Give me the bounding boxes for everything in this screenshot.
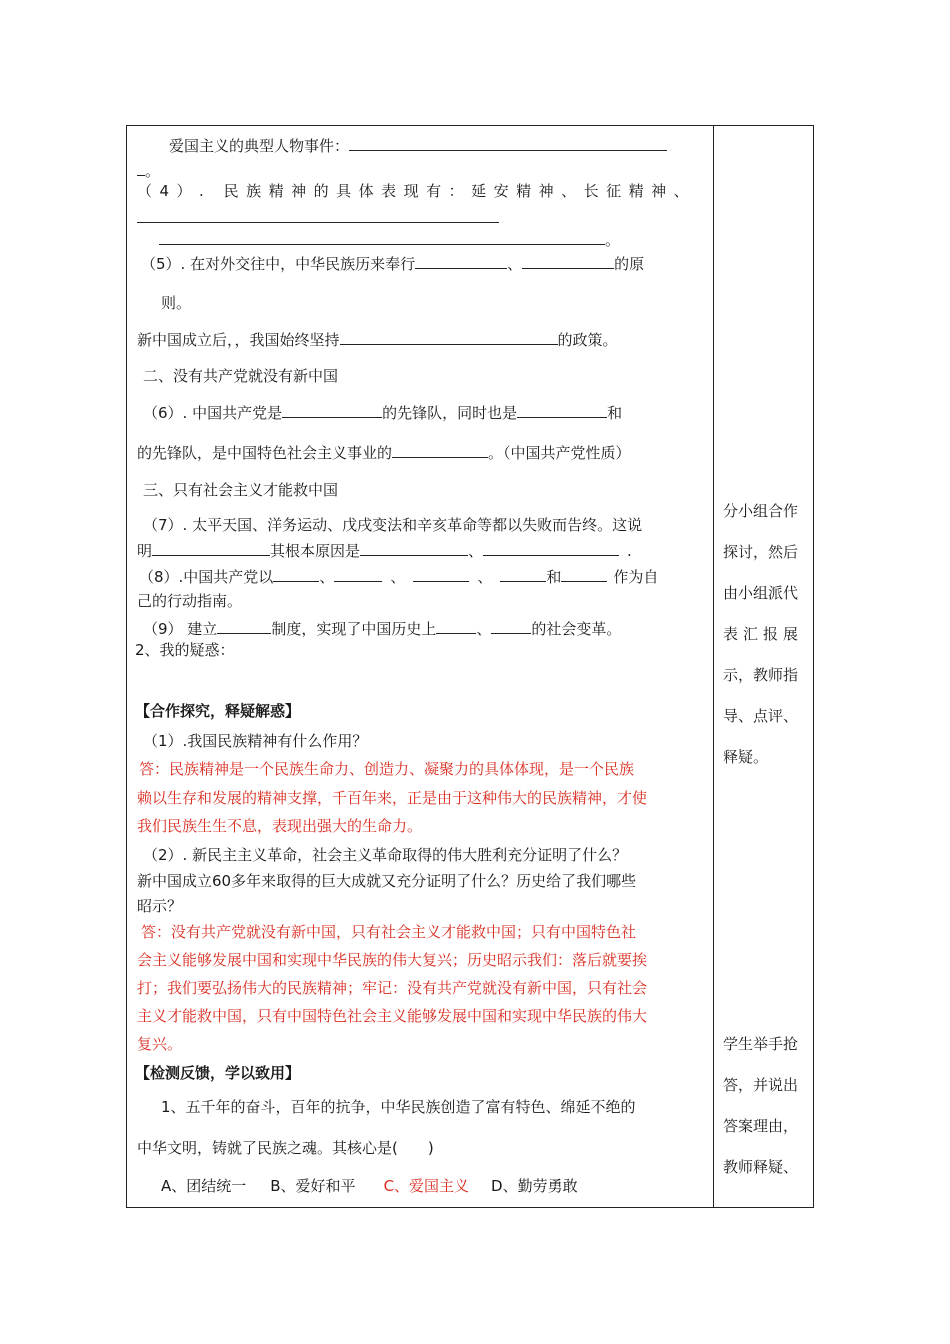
blank-field — [500, 566, 546, 582]
blank-field — [349, 135, 667, 151]
option-c[interactable]: C、爱国主义 — [383, 1177, 470, 1195]
q8-text-and: 和 — [546, 568, 562, 586]
blank-field — [483, 540, 619, 556]
main-column — [127, 126, 713, 1207]
patriotism-events-label: 爱国主义的典型人物事件： — [169, 137, 350, 155]
q8-text-end: 作为自 — [613, 568, 659, 586]
separator: 、 — [319, 568, 335, 586]
side-note-line: 示，教师指 — [723, 666, 799, 684]
q7-line: （7）. 太平天国、洋务运动、戊戌变法和辛亥革命等都以失败而告终。这说 — [143, 516, 643, 534]
blank-field — [282, 402, 382, 418]
q5-text: （5）. 在对外交往中，中华民族历来奉行 — [141, 255, 416, 273]
q6-text: （6）. 中国共产党是 — [143, 404, 283, 422]
separator: 、 — [390, 568, 406, 586]
section-2-heading: 二、没有共产党就没有新中国 — [143, 367, 339, 385]
q6-continuation — [137, 442, 631, 463]
test-question-1-options — [161, 1176, 578, 1196]
side-note-line: 探讨，然后 — [723, 543, 799, 561]
side-note-line: 释疑。 — [723, 748, 769, 766]
period-mark: 。 — [145, 162, 161, 180]
policy-text: 新中国成立后，，我国始终坚持 — [137, 331, 340, 349]
side-note-line: 学生举手抢 — [723, 1035, 799, 1053]
blank-field — [159, 229, 605, 245]
option-a[interactable]: A、团结统一 — [161, 1177, 247, 1195]
answer-method-note — [723, 1024, 798, 1188]
answer-2-line-5: 复兴。 — [137, 1035, 183, 1053]
blank-field — [517, 402, 607, 418]
q9-text: （9） 建立 — [143, 620, 218, 638]
period-mark: 。 — [605, 231, 621, 249]
q5-text-end: 的原 — [614, 255, 645, 273]
option-b[interactable]: B、爱好和平 — [270, 1177, 356, 1195]
separator: 、 — [476, 620, 492, 638]
test-question-1-line-1: 1、五千年的奋斗，百年的抗争，中华民族创造了富有特色、绵延不绝的 — [161, 1098, 636, 1116]
q8-continuation: 己的行动指南。 — [137, 592, 243, 610]
test-question-1-line-2: 中华文明，铸就了民族之魂。其核心是( ) — [137, 1139, 434, 1157]
answer-1-line-3: 我们民族生生不息，表现出强大的生命力。 — [137, 817, 423, 835]
answer-1-line-2: 赖以生存和发展的精神支撑，千百年来，正是由于这种伟大的民族精神，才使 — [137, 789, 648, 807]
question-2-line-1: （2）. 新民主主义革命，社会主义革命取得的伟大胜利充分证明了什么？ — [143, 846, 628, 864]
blank-field — [217, 618, 271, 634]
side-note-line: 答，并说出 — [723, 1076, 799, 1094]
patriotism-events-line — [169, 135, 667, 156]
q7-continuation — [137, 540, 632, 561]
side-note-line: 答案理由， — [723, 1117, 799, 1135]
q5-line — [141, 253, 644, 274]
teaching-method-note — [723, 491, 803, 778]
blank-field — [273, 566, 319, 582]
q9-text-end: 的社会变革。 — [531, 620, 622, 638]
q7-cont-mid: 其根本原因是 — [270, 542, 361, 560]
policy-line — [137, 329, 618, 350]
separator: 、 — [468, 542, 484, 560]
q6-text-mid: 的先锋队，同时也是 — [382, 404, 518, 422]
blank-field — [334, 566, 382, 582]
q8-line — [139, 566, 658, 587]
continuation-line — [137, 160, 160, 181]
blank-field — [137, 207, 499, 223]
q6-line — [143, 402, 622, 423]
blank-field — [491, 618, 531, 634]
period-mark: . — [627, 542, 632, 560]
blank-field — [392, 442, 488, 458]
q4-line: （4）. 民族精神的具体表现有：延安精神、长征精神、 — [137, 182, 697, 200]
q4-blank-line-1 — [137, 207, 499, 228]
blank-field — [137, 160, 145, 176]
answer-2-line-3: 打；我们要弘扬伟大的民族精神；牢记：没有共产党就没有新中国，只有社会 — [137, 979, 648, 997]
side-note-line: 表汇报展 — [723, 625, 804, 643]
q9-text-mid: 制度，实现了中国历史上 — [271, 620, 437, 638]
q9-line — [143, 618, 621, 639]
separator: 、 — [477, 568, 493, 586]
column-divider — [713, 126, 714, 1207]
feedback-heading: 【检测反馈，学以致用】 — [135, 1064, 301, 1082]
answer-2-line-1: 答：没有共产党就没有新中国，只有社会主义才能救中国；只有中国特色社 — [141, 923, 637, 941]
option-d[interactable]: D、勤劳勇敢 — [491, 1177, 578, 1195]
question-1: （1）.我国民族精神有什么作用？ — [143, 732, 368, 750]
q8-text: （8）.中国共产党以 — [139, 568, 274, 586]
blank-field — [415, 253, 507, 269]
q4-blank-line-2 — [159, 229, 620, 250]
blank-field — [413, 566, 469, 582]
question-2-line-3: 昭示？ — [137, 897, 183, 915]
q6-cont-end: 。（中国共产党性质） — [488, 444, 631, 462]
policy-text-end: 的政策。 — [557, 331, 618, 349]
lesson-table — [126, 125, 814, 1208]
side-note-line: 导、点评、 — [723, 707, 799, 725]
answer-2-line-4: 主义才能救中国，只有中国特色社会主义能够发展中国和实现中华民族的伟大 — [137, 1007, 648, 1025]
blank-field — [436, 618, 476, 634]
blank-field — [360, 540, 468, 556]
blank-field — [152, 540, 270, 556]
cooperative-inquiry-heading: 【合作探究，释疑解惑】 — [135, 702, 301, 720]
blank-field — [340, 329, 558, 345]
my-questions-label: 2、我的疑惑： — [135, 641, 235, 659]
side-note-line: 由小组派代 — [723, 584, 799, 602]
side-note-line: 分小组合作 — [723, 502, 799, 520]
blank-field — [522, 253, 614, 269]
side-note-line: 教师释疑、 — [723, 1158, 799, 1176]
q6-cont-text: 的先锋队，是中国特色社会主义事业的 — [137, 444, 393, 462]
question-2-line-2: 新中国成立60多年来取得的巨大成就又充分证明了什么？历史给了我们哪些 — [137, 872, 637, 890]
answer-2-line-2: 会主义能够发展中国和实现中华民族的伟大复兴；历史昭示我们：落后就要挨 — [137, 951, 648, 969]
side-column — [715, 126, 813, 1207]
answer-1-line-1: 答：民族精神是一个民族生命力、创造力、凝聚力的具体体现，是一个民族 — [139, 760, 635, 778]
q5-continuation: 则。 — [161, 294, 192, 312]
q7-cont-text: 明 — [137, 542, 153, 560]
section-3-heading: 三、只有社会主义才能救中国 — [143, 481, 339, 499]
separator: 、 — [507, 255, 523, 273]
blank-field — [561, 566, 607, 582]
q6-text-end: 和 — [607, 404, 623, 422]
